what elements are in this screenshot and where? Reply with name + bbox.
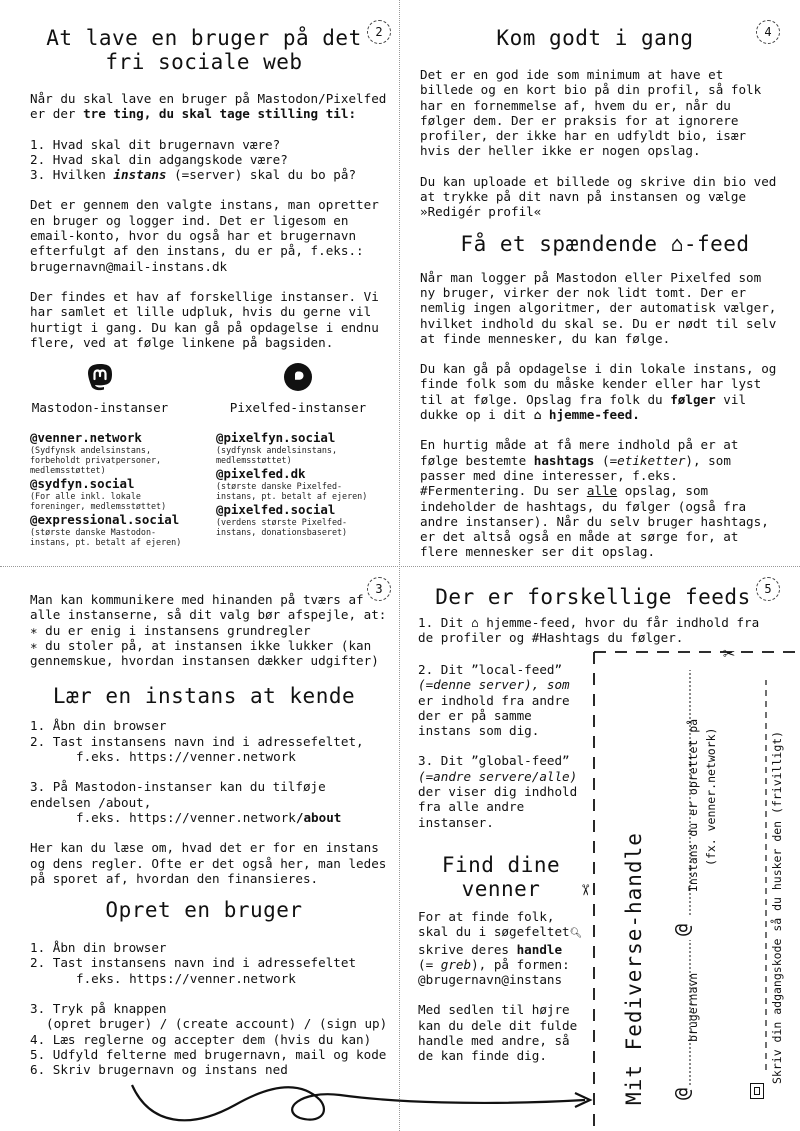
page-number: 5 [756, 577, 780, 601]
search-icon: 🔍︎ [569, 928, 583, 940]
list-item: 4. Læs reglerne og accepter dem (hvis du kan) [30, 1031, 372, 1047]
list-item: f.eks. https://venner.network [76, 749, 296, 765]
scissors-icon: ✂ [723, 641, 736, 665]
discover-text: Du kan gå på opdagelse i din lokale instans, og finde folk som du måske kender eller har lyst til at følge. Opslag fra folk du følger vil dukke op i dit ⌂ hjemme-feed. [420, 361, 777, 423]
share-handle-text: Med sedlen til højre kan du dele dit fulde handle med andre, så de kan finde dig. [418, 1002, 578, 1064]
hashtags-text: En hurtig måde at få mere indhold på er at følge bestemte hashtags (=etiketter), som passer med dine interesser, f.eks. #Fermentering. Du ser alle opslag, som indeholder de hashtags, du følger (også fra andre instanser). Når du selv bruger hashtags, er det altså også en måde at sørge for, at flere mennesker ser dit opslag. [420, 437, 769, 560]
at-symbol: @ [670, 1087, 694, 1100]
list-item: 1. Åbn din browser [30, 940, 167, 956]
list-item: 3. På Mastodon-instanser kan du tilføje [30, 779, 326, 795]
feed-heading: Få et spændende ⌂-feed [460, 231, 750, 256]
mastodon-heading: Mastodon-instanser [31, 400, 169, 415]
list-item: 5. Udfyld felterne med brugernavn, mail og kode [30, 1046, 387, 1062]
instance-entry: @pixelfed.social (verdens største Pixelfed- instans, donationsbaseret) [216, 502, 348, 537]
card-title: Mit Fediverse-handle [622, 832, 646, 1105]
list-item: 3. Tryk på knappen [30, 1001, 167, 1017]
list-item: 2. Hvad skal din adgangskode være? [30, 151, 288, 167]
panel-title: Kom godt i gang [496, 26, 694, 50]
instance-entry: @pixelfed.dk (største danske Pixelfed- instans, pt. betalt af ejeren) [216, 466, 368, 501]
find-friends-text: For at finde folk, skal du i søgefeltet🔍︎ skrive deres handle (= greb), på formen: @brugernavn@instans [418, 909, 583, 988]
instance-explanation: Det er gennem den valgte instans, man opretter en bruger og logger ind. Det er ligesom en email-konto, hvor du også har et brugernavn efterfulgt af den instans, du er på, f.eks.: brugernavn@mail-instans.dk [30, 197, 379, 274]
global-feed-text: 3. Dit ”global-feed” (=andre servere/alle) der viser dig indhold fra alle andre instanser. [418, 753, 578, 830]
list-item: f.eks. https://venner.network/about [76, 809, 342, 825]
about-text: Her kan du læse om, hvad det er for en instans og dens regler. Ofte er det også her, man ledes på sporet af, hvordan den finansieres. [30, 840, 387, 886]
scissors-icon: ✂ [574, 883, 599, 897]
at-symbol: @ [670, 923, 694, 936]
list-item: 3. Hvilken instans (=server) skal du bo på? [30, 167, 357, 183]
list-item: 2. Tast instansens navn ind i adressefeltet, [30, 733, 364, 749]
list-item: 1. Åbn din browser [30, 718, 167, 734]
instance-entry: @venner.network (Sydfynsk andelsinstans, forbeholdt privatpersoner, medlemsstøttet) [30, 430, 162, 475]
panel-title: At lave en bruger på det fri sociale web [46, 26, 362, 74]
section-heading: Lær en instans at kende [52, 684, 356, 709]
local-feed-text: 2. Dit ”local-feed” (=denne server), som er indhold fra andre der er på samme instans som dig. [418, 662, 570, 739]
feed-text: Når man logger på Mastodon eller Pixelfed som ny bruger, virker der nok lidt tomt. Der er nemlig ingen algoritmer, der automatisk vælger, hvilket indhold du skal se. Du er nødt til selv at finde mennesker, du kan følge. [420, 269, 777, 346]
instance-entry: @expressional.social (største danske Mastodon- instans, pt. betalt af ejeren) [30, 512, 182, 547]
find-friends-heading: Find dine venner [441, 853, 561, 901]
list-item: (opret bruger) / (create account) / (sign up) [46, 1016, 388, 1032]
instance-entry: @sydfyn.social (For alle inkl. lokale foreninger, medlemsstøttet) [30, 476, 167, 511]
instance-entry: @pixelfyn.social (sydfynsk andelsinstans, medlemsstøttet) [216, 430, 338, 465]
card-instance-example: (fx. venner.network) [704, 727, 718, 866]
panel-title: Der er forskellige feeds [435, 585, 751, 609]
page-number: 3 [367, 577, 391, 601]
list-item: 6. Skriv brugernavn og instans ned [30, 1062, 288, 1078]
list-item: 2. Tast instansens navn ind i adressefeltet [30, 955, 357, 971]
edit-profile-text: Du kan uploade et billede og skrive din bio ved at trykke på dit navn på instansen og vælge »Redigér profil« [420, 173, 777, 220]
section-heading: Opret en bruger [105, 898, 303, 923]
choice-text: Man kan kommunikere med hinanden på tværs af alle instanserne, så dit valg bør afspejle, at: ∗ du er enig i instansens grundregler ∗ du stoler på, at instansen ikke lukker (kan gennemskue, hvordan instansen dækker udgifter) [30, 592, 387, 669]
card-password-label: Skriv din adgangskode så du husker den (frivilligt) [770, 730, 784, 1084]
pixelfed-heading: Pixelfed-instanser [229, 400, 367, 415]
list-item: endelsen /about, [30, 794, 152, 810]
list-item: f.eks. https://venner.network [76, 970, 296, 986]
profile-text: Det er en god ide som minimum at have et billede og en kort bio på din profil, så folk har en fornemmelse af, hvem du er, når du følger dem. Der er praksis for at ignorere profiler, der ikke har en udfyldt bio, især hvis der heller ikke er nogen opslag. [420, 67, 762, 159]
list-item: 1. Hvad skal dit brugernavn være? [30, 136, 281, 152]
page-number: 4 [756, 20, 780, 44]
card-username-label: brugernavn [686, 972, 700, 1042]
instances-explanation: Der findes et hav af forskellige instanser. Vi har samlet et lille udpluk, hvis du gerne vil hurtigt i gang. Du kan gå på opdagelse i endnu flere, ved at følge linkene på bagsiden. [30, 288, 379, 350]
lock-icon [750, 1083, 764, 1099]
card-instance-label: Instans du er oprettet på [686, 718, 700, 892]
home-feed-text: 1. Dit ⌂ hjemme-feed, hvor du får indhold fra de profiler og #Hashtags du følger. [418, 615, 760, 646]
page-number: 2 [367, 20, 391, 44]
intro-text: Når du skal lave en bruger på Mastodon/Pixelfed er der tre ting, du skal tage stilling til: [30, 91, 387, 122]
